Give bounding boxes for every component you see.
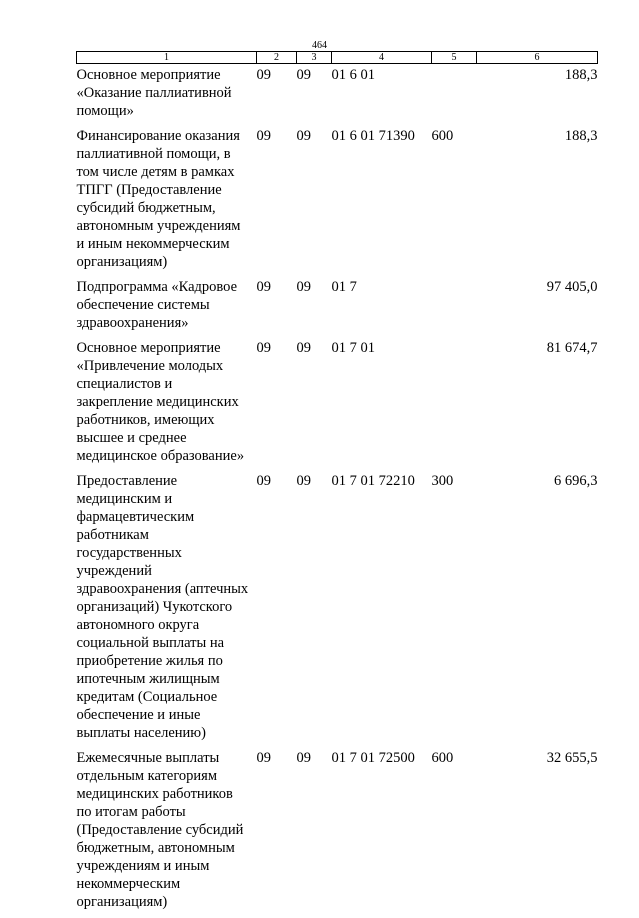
row-name-line: социальной выплаты на	[77, 634, 257, 652]
column-number-6: 6	[477, 52, 598, 64]
row-name-line: паллиативной помощи, в	[77, 145, 257, 163]
row-name-line: обеспечение и иные	[77, 706, 257, 724]
row-name-line: учреждений	[77, 562, 257, 580]
amount-cell: 81 674,7	[477, 339, 598, 472]
subsection-code-cell: 09	[297, 749, 332, 918]
row-name-cell	[77, 749, 257, 918]
subsection-code-cell: 09	[297, 339, 332, 472]
amount-cell: 97 405,0	[477, 278, 598, 339]
row-name-line: субсидий бюджетным,	[77, 199, 257, 217]
amount-cell: 6 696,3	[477, 472, 598, 749]
section-code-cell: 09	[257, 278, 297, 339]
table-body	[77, 64, 598, 918]
row-name-cell	[77, 127, 257, 278]
row-name-cell	[77, 64, 257, 128]
section-code-cell: 09	[257, 127, 297, 278]
column-number-5: 5	[432, 52, 477, 64]
table-row	[77, 278, 598, 339]
row-name-line: «Оказание паллиативной	[77, 84, 257, 102]
column-number-2: 2	[257, 52, 297, 64]
table-row	[77, 339, 598, 472]
target-article-cell: 01 7 01 72210	[332, 472, 432, 749]
row-name-line: специалистов и	[77, 375, 257, 393]
row-name-line: «Привлечение молодых	[77, 357, 257, 375]
subsection-code-cell: 09	[297, 64, 332, 128]
column-number-4: 4	[332, 52, 432, 64]
budget-table-container	[76, 51, 597, 918]
row-name-line: автономным учреждениям	[77, 217, 257, 235]
target-article-cell: 01 6 01 71390	[332, 127, 432, 278]
row-name-line: Подпрограмма «Кадровое	[77, 278, 257, 296]
subsection-code-cell: 09	[297, 278, 332, 339]
budget-table	[76, 51, 598, 918]
row-name-line: медицинских работников	[77, 785, 257, 803]
row-name-line: Финансирование оказания	[77, 127, 257, 145]
row-name-line: ТПГГ (Предоставление	[77, 181, 257, 199]
row-name-line: помощи»	[77, 102, 257, 120]
row-name-line: ипотечным жилищным	[77, 670, 257, 688]
expense-type-cell	[432, 278, 477, 339]
section-code-cell: 09	[257, 64, 297, 128]
row-name-line: (Предоставление субсидий	[77, 821, 257, 839]
row-name-line: автономного округа	[77, 616, 257, 634]
column-number-3: 3	[297, 52, 332, 64]
row-name-cell	[77, 278, 257, 339]
row-name-line: Основное мероприятие	[77, 66, 257, 84]
row-name-line: медицинским и	[77, 490, 257, 508]
amount-cell: 188,3	[477, 127, 598, 278]
amount-cell: 32 655,5	[477, 749, 598, 918]
expense-type-cell	[432, 339, 477, 472]
page-number: 464	[0, 40, 639, 51]
row-name-line: отдельным категориям	[77, 767, 257, 785]
subsection-code-cell: 09	[297, 472, 332, 749]
row-name-line: и иным некоммерческим	[77, 235, 257, 253]
row-name-line: обеспечение системы	[77, 296, 257, 314]
row-name-line: выплаты населению)	[77, 724, 257, 742]
row-name-line: организациям)	[77, 893, 257, 911]
row-name-cell	[77, 472, 257, 749]
column-number-header-row	[77, 52, 598, 64]
row-name-line: закрепление медицинских	[77, 393, 257, 411]
row-name-line: работникам	[77, 526, 257, 544]
amount-cell: 188,3	[477, 64, 598, 128]
row-name-line: Предоставление	[77, 472, 257, 490]
row-name-line: некоммерческим	[77, 875, 257, 893]
row-name-line: фармацевтическим	[77, 508, 257, 526]
row-name-line: Ежемесячные выплаты	[77, 749, 257, 767]
row-name-line: учреждениям и иным	[77, 857, 257, 875]
table-row	[77, 749, 598, 918]
target-article-cell: 01 7 01 72500	[332, 749, 432, 918]
row-name-line: высшее и среднее	[77, 429, 257, 447]
row-name-line: том числе детям в рамках	[77, 163, 257, 181]
row-name-line: бюджетным, автономным	[77, 839, 257, 857]
row-name-line: медицинское образование»	[77, 447, 257, 465]
section-code-cell: 09	[257, 472, 297, 749]
row-name-line: здравоохранения»	[77, 314, 257, 332]
row-name-cell	[77, 339, 257, 472]
row-name-line: по итогам работы	[77, 803, 257, 821]
row-name-line: Основное мероприятие	[77, 339, 257, 357]
subsection-code-cell: 09	[297, 127, 332, 278]
expense-type-cell: 600	[432, 749, 477, 918]
section-code-cell: 09	[257, 749, 297, 918]
table-row	[77, 127, 598, 278]
row-name-line: приобретение жилья по	[77, 652, 257, 670]
section-code-cell: 09	[257, 339, 297, 472]
expense-type-cell	[432, 64, 477, 128]
target-article-cell: 01 7	[332, 278, 432, 339]
target-article-cell: 01 6 01	[332, 64, 432, 128]
table-row	[77, 64, 598, 128]
row-name-line: кредитам (Социальное	[77, 688, 257, 706]
row-name-line: организаций) Чукотского	[77, 598, 257, 616]
row-name-line: работников, имеющих	[77, 411, 257, 429]
column-number-1: 1	[77, 52, 257, 64]
expense-type-cell: 300	[432, 472, 477, 749]
expense-type-cell: 600	[432, 127, 477, 278]
row-name-line: здравоохранения (аптечных	[77, 580, 257, 598]
row-name-line: государственных	[77, 544, 257, 562]
target-article-cell: 01 7 01	[332, 339, 432, 472]
row-name-line: организациям)	[77, 253, 257, 271]
table-row	[77, 472, 598, 749]
